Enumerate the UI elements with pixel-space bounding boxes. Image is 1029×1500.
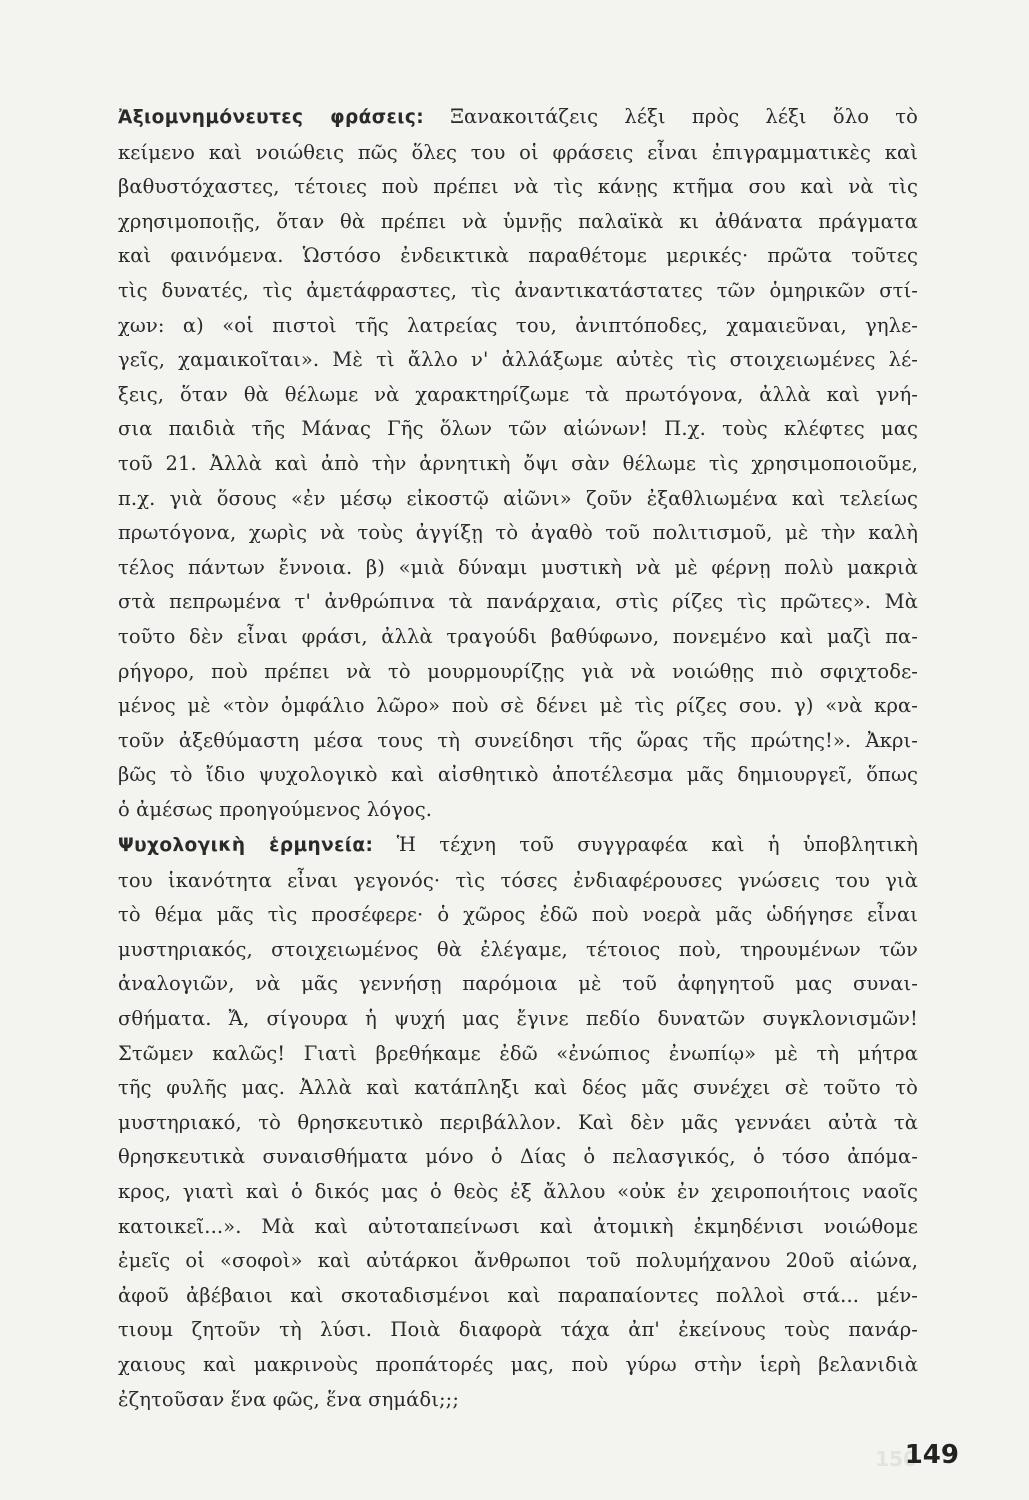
text-line: σθήματα. Ἄ, σίγουρα ἡ ψυχή μας ἔγινε πεδίο δυνατῶν συγκλονισμῶν!: [118, 1006, 918, 1030]
text-line: κατοικεῖ...». Μὰ καὶ αὐτοταπείνωσι καὶ ἀτομικὴ ἐκμηδένισι νοιώθομε: [118, 1214, 918, 1238]
text-line: ἐζητοῦσαν ἕνα φῶς, ἕνα σημάδι;;;: [118, 1387, 460, 1411]
text-line: χων: α) «οἱ πιστοὶ τῆς λατρείας του, ἀνιπτόποδες, χαμαιεῦναι, γηλε-: [118, 313, 918, 337]
text-line: τὸ θέμα μᾶς τὶς προσέφερε· ὁ χῶρος ἐδῶ ποὺ νοερὰ μᾶς ὡδήγησε εἶναι: [118, 903, 918, 927]
page-number: 149: [904, 1440, 959, 1470]
text-line: Ἀξιομνημόνευτες φράσεις: Ξανακοιτάζεις λέξι πρὸς λέξι ὅλο τὸ: [118, 105, 918, 128]
text-line: π.χ. γιὰ ὅσους «ἐν μέσῳ εἰκοστῷ αἰῶνι» ζοῦν ἐξαθλιωμένα καὶ τελείως: [118, 486, 918, 510]
text-line: Στῶμεν καλῶς! Γιατὶ βρεθήκαμε ἐδῶ «ἐνώπιος ἐνωπίῳ» μὲ τὴ μήτρα: [118, 1041, 918, 1065]
text-line: ξεις, ὅταν θὰ θέλωμε νὰ χαρακτηρίζωμε τὰ πρωτόγονα, ἀλλὰ καὶ γνή-: [118, 382, 918, 406]
section-heading: Ἀξιομνημόνευτες φράσεις:: [118, 107, 424, 128]
text-line: γεῖς, χαμαικοῖται». Μὲ τὶ ἄλλο ν' ἀλλάξωμε αὐτὲς τὶς στοιχειωμένες λέ-: [118, 348, 918, 372]
text-line: χρησιμοποιῇς, ὅταν θὰ πρέπει νὰ ὑμνῇς παλαϊκὰ κι ἀθάνατα πράγματα: [118, 209, 918, 233]
text-line: βαθυστόχαστες, τέτοιες ποὺ πρέπει νὰ τὶς κάνῃς κτῆμα σου καὶ νὰ τὶς: [118, 175, 918, 199]
text-line: καὶ φαινόμενα. Ὡστόσο ἐνδεικτικὰ παραθέτομε μερικές· πρῶτα τοῦτες: [118, 244, 918, 268]
section-heading: Ψυχολογικὴ ἑρμηνεία:: [118, 835, 374, 856]
text-line: ὁ ἀμέσως προηγούμενος λόγος.: [118, 797, 433, 821]
text-line: τὶς δυνατές, τὶς ἀμετάφραστες, τὶς ἀναντικατάστατες τῶν ὁμηρικῶν στί-: [118, 278, 918, 302]
paragraph-psychological-interpretation: [118, 828, 918, 1417]
text-line: τοῦν ἀξεθύμαστη μέσα τους τὴ συνείδησι τῆς ὥρας τῆς πρώτης!». Ἀκρι-: [118, 728, 918, 752]
text-line: χαιους καὶ μακρινοὺς προπάτορές μας, ποὺ γύρω στὴν ἱερὴ βελανιδιὰ: [118, 1352, 918, 1376]
text-line: θρησκευτικὰ συναισθήματα μόνο ὁ Δίας ὁ πελασγικός, ὁ τόσο ἀπόμα-: [118, 1145, 918, 1169]
text-line: ἐμεῖς οἱ «σοφοὶ» καὶ αὐτάρκοι ἄνθρωποι τοῦ πολυμήχανου 20οῦ αἰώνα,: [118, 1249, 918, 1273]
text-line: τιουμ ζητοῦν τὴ λύσι. Ποιὰ διαφορὰ τάχα ἀπ' ἐκείνους τοὺς πανάρ-: [118, 1318, 918, 1342]
text-line: σια παιδιὰ τῆς Μάνας Γῆς ὅλων τῶν αἰώνων! Π.χ. τοὺς κλέφτες μας: [118, 417, 918, 441]
text-line: βῶς τὸ ἴδιο ψυχολογικὸ καὶ αἰσθητικὸ ἀποτέλεσμα μᾶς δημιουργεῖ, ὅπως: [118, 763, 918, 787]
text-line: του ἱκανότητα εἶναι γεγονός· τὶς τόσες ἐνδιαφέρουσες γνώσεις του γιὰ: [118, 868, 918, 892]
text-line: μυστηριακός, στοιχειωμένος θὰ ἐλέγαμε, τέτοιος ποὺ, τηρουμένων τῶν: [118, 937, 918, 961]
text-line: στὰ πεπρωμένα τ' ἀνθρώπινα τὰ πανάρχαια, στὶς ρίζες τὶς πρῶτες». Μὰ: [118, 590, 918, 614]
text-line: τῆς φυλῆς μας. Ἀλλὰ καὶ κατάπληξι καὶ δέος μᾶς συνέχει σὲ τοῦτο τὸ: [118, 1076, 918, 1100]
text-line: τέλος πάντων ἔννοια. β) «μιὰ δύναμι μυστικὴ νὰ μὲ φέρνῃ πολὺ μακριὰ: [118, 555, 918, 579]
text-line: τοῦ 21. Ἀλλὰ καὶ ἀπὸ τὴν ἀρνητικὴ ὄψι σὰν θέλωμε τὶς χρησιμοποιοῦμε,: [118, 451, 918, 475]
text-line: πρωτόγονα, χωρὶς νὰ τοὺς ἀγγίξῃ τὸ ἀγαθὸ τοῦ πολιτισμοῦ, μὲ τὴν καλὴ: [118, 521, 918, 545]
paragraph-memorable-phrases: [118, 100, 918, 827]
text-line: μυστηριακό, τὸ θρησκευτικὸ περιβάλλον. Καὶ δὲν μᾶς γεννάει αὐτὰ τὰ: [118, 1110, 918, 1134]
text-line: τοῦτο δὲν εἶναι φράσι, ἀλλὰ τραγούδι βαθύφωνο, πονεμένο καὶ μαζὶ πα-: [118, 624, 918, 648]
text-line: κείμενο καὶ νοιώθεις πῶς ὅλες του οἱ φράσεις εἶναι ἐπιγραμματικὲς καὶ: [118, 140, 918, 164]
text-line: Ψυχολογικὴ ἑρμηνεία: Ἡ τέχνη τοῦ συγγραφέα καὶ ἡ ὑποβλητικὴ: [118, 833, 918, 856]
text-line: μένος μὲ «τὸν ὀμφάλιο λῶρο» ποὺ σὲ δένει μὲ τὶς ρίζες σου. γ) «νὰ κρα-: [118, 694, 918, 718]
text-line: ρήγορο, ποὺ πρέπει νὰ τὸ μουρμουρίζῃς γιὰ νὰ νοιώθῃς πιὸ σφιχτοδε-: [118, 659, 918, 683]
bleed-through-page-number: 150: [875, 1447, 917, 1471]
text-line: ἀναλογιῶν, νὰ μᾶς γεννήσῃ παρόμοια μὲ τοῦ ἀφηγητοῦ μας συναι-: [118, 972, 918, 996]
text-line: κρος, γιατὶ καὶ ὁ δικός μας ὁ θεὸς ἐξ ἄλλου «οὐκ ἐν χειροποιήτοις ναοῖς: [118, 1179, 918, 1203]
text-line: ἀφοῦ ἀβέβαιοι καὶ σκοταδισμένοι καὶ παραπαίοντες πολλοὶ στά... μέν-: [118, 1283, 918, 1307]
